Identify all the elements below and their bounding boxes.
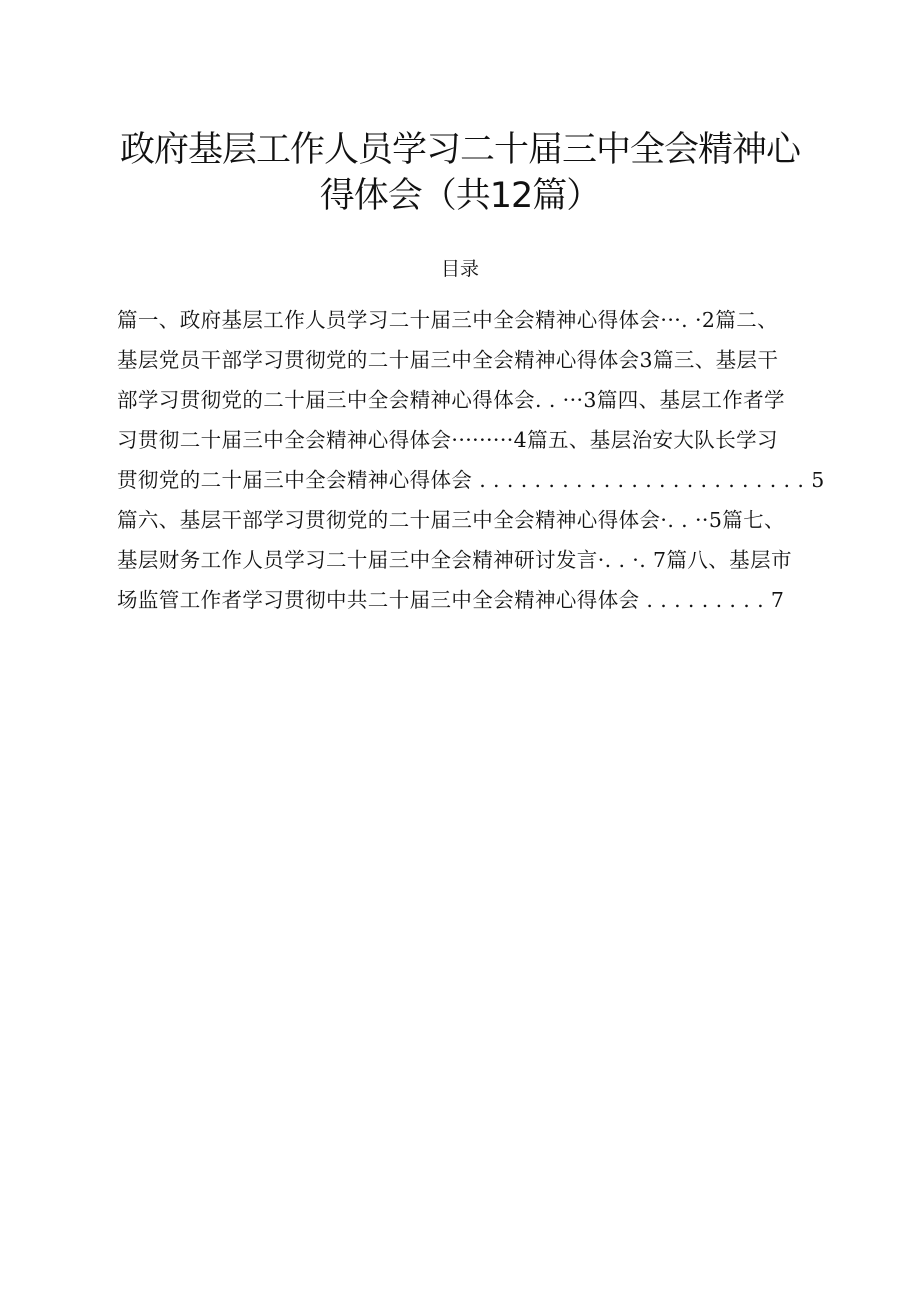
- toc-line: 部学习贯彻党的二十届三中全会精神心得体会. . ···3篇四、基层工作者学: [117, 388, 785, 412]
- toc-line: 贯彻党的二十届三中全会精神心得体会 . . . . . . . . . . . . . . . . . . . . . . . . 5: [117, 468, 825, 492]
- toc-line: 基层财务工作人员学习二十届三中全会精神研讨发言·. . ·. 7篇八、基层市: [117, 548, 792, 572]
- toc-line: 习贯彻二十届三中全会精神心得体会·········4篇五、基层治安大队长学习: [117, 428, 778, 452]
- document-title-line-1: 政府基层工作人员学习二十届三中全会精神心: [119, 130, 800, 170]
- toc-line: 篇一、政府基层工作人员学习二十届三中全会精神心得体会···. ·2篇二、: [117, 308, 779, 332]
- toc-line: 基层党员干部学习贯彻党的二十届三中全会精神心得体会3篇三、基层干: [117, 348, 779, 372]
- toc-heading: 目录: [440, 258, 479, 280]
- table-of-contents: [117, 300, 837, 620]
- toc-line: 篇六、基层干部学习贯彻党的二十届三中全会精神心得体会·. . ··5篇七、: [117, 508, 785, 532]
- document-title-line-2: 得体会（共12篇）: [319, 176, 601, 216]
- toc-line: 场监管工作者学习贯彻中共二十届三中全会精神心得体会 . . . . . . . . . 7: [117, 588, 785, 612]
